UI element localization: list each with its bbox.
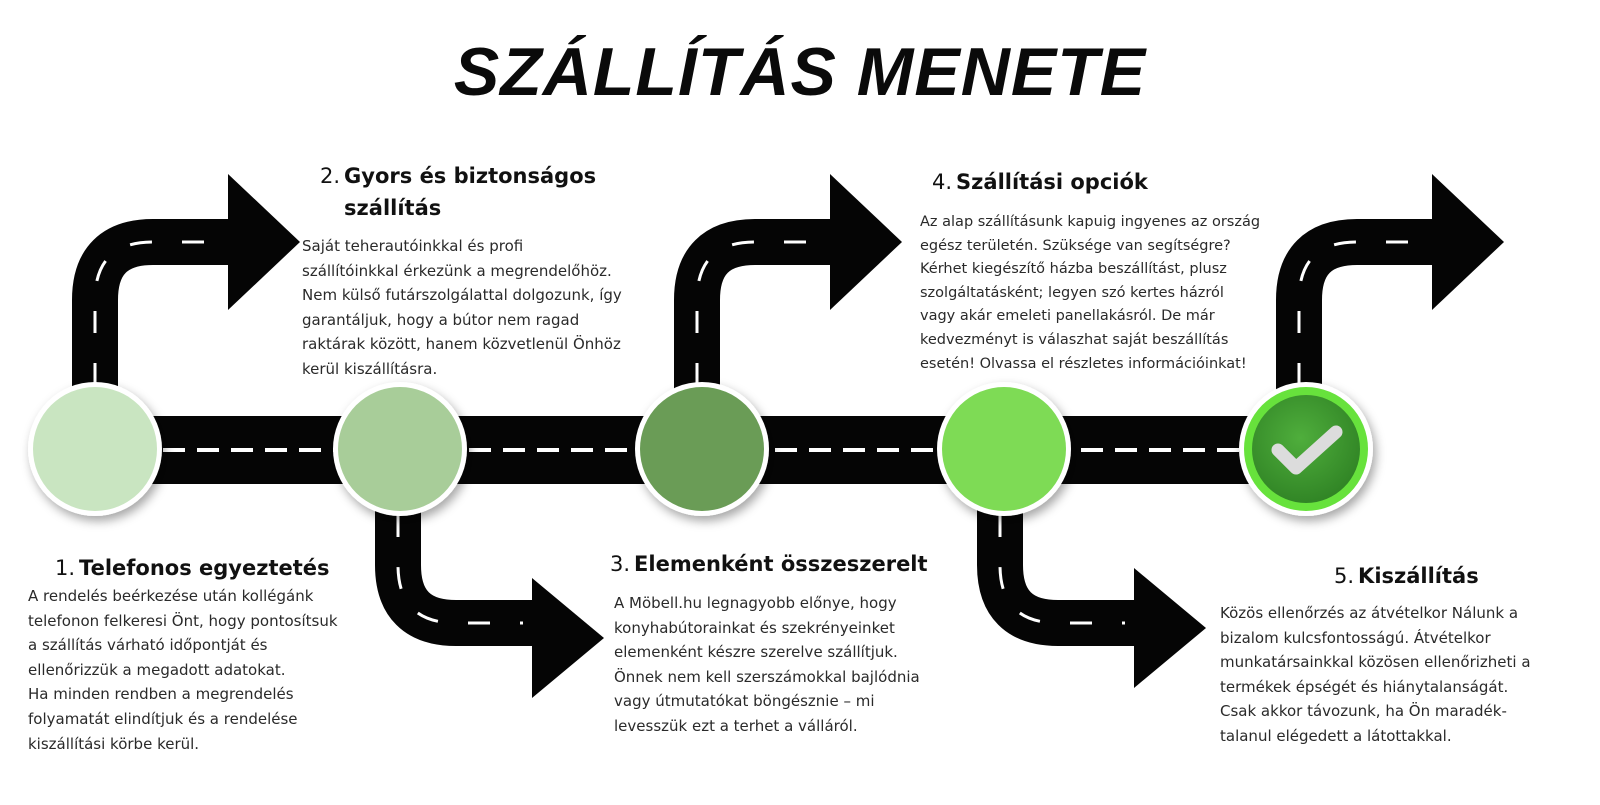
text-line: kerül kiszállításra.: [302, 359, 438, 378]
text-line: vagy akár emeleti panellakásról. De már: [920, 308, 1215, 325]
step-2-number: 2.: [320, 164, 341, 188]
branch-road-up-2: [697, 174, 902, 410]
text-line: A rendelés beérkezése után kollégánk: [28, 587, 314, 605]
branch-road-up-1: [95, 174, 300, 410]
step-1-fill: [33, 387, 157, 511]
text-line: egész területén. Szüksége van segítségre?: [920, 237, 1231, 254]
text-line: Telefonos egyeztetés: [79, 556, 330, 580]
step-3-title: [634, 548, 928, 580]
text-line: kedvezményt is válaszhat saját beszállítás: [920, 331, 1229, 348]
text-line: kiszállítási körbe kerül.: [28, 734, 200, 753]
text-line: Szállítási opciók: [956, 170, 1148, 194]
text-line: szállítóinkkal érkezünk a megrendelőhöz.: [302, 261, 612, 280]
step-5-heading: [1334, 560, 1479, 592]
step-4-heading: [932, 166, 1148, 198]
text-line: A Möbell.hu legnagyobb előnye, hogy: [614, 594, 897, 612]
step-5-title: [1358, 560, 1479, 592]
text-line: szolgáltatásként; legyen szó kertes házról: [920, 284, 1224, 301]
step-4-fill: [942, 387, 1066, 511]
branch-road-down-1: [398, 490, 604, 698]
text-line: garantáljuk, hogy a bútor nem ragad: [302, 310, 580, 329]
step-2-title: [344, 160, 596, 224]
text-line: a szállítás várható időpontját és: [28, 636, 268, 655]
text-line: folyamatát elindítjuk és a rendelése: [28, 709, 298, 728]
text-line: Ha minden rendben a megrendelés: [28, 685, 294, 704]
arrow-head-up-3: [1432, 174, 1504, 310]
text-line: munkatársainkkal közösen ellenőrizheti a: [1220, 653, 1531, 672]
text-line: levesszük ezt a terhet a válláról.: [614, 716, 858, 735]
branch-road-down-2: [1000, 490, 1206, 688]
step-2-block: [320, 160, 596, 224]
text-line: esetén! Olvassa el részletes információinkat!: [920, 355, 1247, 372]
step-5-description: [1220, 601, 1531, 749]
step-2-heading: [320, 160, 596, 224]
arrow-head-down-2: [1134, 568, 1206, 688]
step-1-heading: [55, 552, 330, 584]
step-2-fill: [338, 387, 462, 511]
text-line: raktárak között, hanem közvetlenül Önhöz: [302, 335, 621, 354]
text-line: Saját teherautóinkkal és profi: [302, 237, 524, 255]
step-3-fill: [640, 387, 764, 511]
step-5-block: [1334, 560, 1479, 592]
step-1-title: [79, 552, 329, 584]
step-4-title: [956, 166, 1148, 198]
text-line: bizalom kulcsfontosságú. Átvételkor: [1220, 628, 1491, 647]
step-3-number: 3.: [610, 552, 631, 576]
arrow-head-up-2: [830, 174, 902, 310]
text-line: ellenőrizzük a megadott adatokat.: [28, 660, 286, 679]
text-line: Gyors és biztonságos: [344, 164, 597, 188]
arrow-head-down-1: [532, 578, 604, 698]
text-line: Az alap szállításunk kapuig ingyenes az ország: [920, 214, 1261, 230]
text-line: Közös ellenőrzés az átvételkor Nálunk a: [1220, 604, 1519, 622]
step-3-description: [614, 591, 920, 739]
step-5-fill: [1252, 395, 1360, 503]
text-line: szállítás: [344, 196, 442, 220]
step-2-description: [302, 234, 622, 382]
text-line: Kérhet kiegészítő házba beszállítást, plusz: [920, 261, 1227, 278]
text-line: elemenként készre szerelve szállítjuk.: [614, 643, 898, 662]
text-line: Nem külső futárszolgálattal dolgozunk, így: [302, 286, 622, 305]
text-line: Kiszállítás: [1358, 564, 1479, 588]
step-1-description: [28, 584, 338, 756]
text-line: Önnek nem kell szerszámokkal bajlódnia: [614, 667, 920, 686]
step-3-heading: [610, 548, 928, 580]
page-title: SZÁLLÍTÁS MENETE: [453, 34, 1147, 110]
text-line: telefonon felkeresi Önt, hogy pontosítsuk: [28, 611, 338, 630]
text-line: vagy útmutatókat böngésznie – mi: [614, 692, 875, 711]
step-4-block: [932, 166, 1148, 198]
step-4-number: 4.: [932, 170, 953, 194]
text-line: Csak akkor távozunk, ha Ön maradék-: [1220, 702, 1507, 721]
step-3-block: [610, 548, 928, 580]
step-5-number: 5.: [1334, 564, 1355, 588]
arrow-head-up-1: [228, 174, 300, 310]
text-line: talanul elégedett a látottakkal.: [1220, 726, 1452, 745]
text-line: konyhabútorainkat és szekrényeinket: [614, 618, 895, 637]
step-1-number: 1.: [55, 556, 76, 580]
text-line: termékek épségét és hiánytalanságát.: [1220, 677, 1509, 696]
step-1-block: [55, 552, 330, 584]
branch-road-up-3: [1299, 174, 1504, 410]
text-line: Elemenként összeszerelt: [634, 552, 928, 576]
step-4-description: [920, 211, 1260, 376]
